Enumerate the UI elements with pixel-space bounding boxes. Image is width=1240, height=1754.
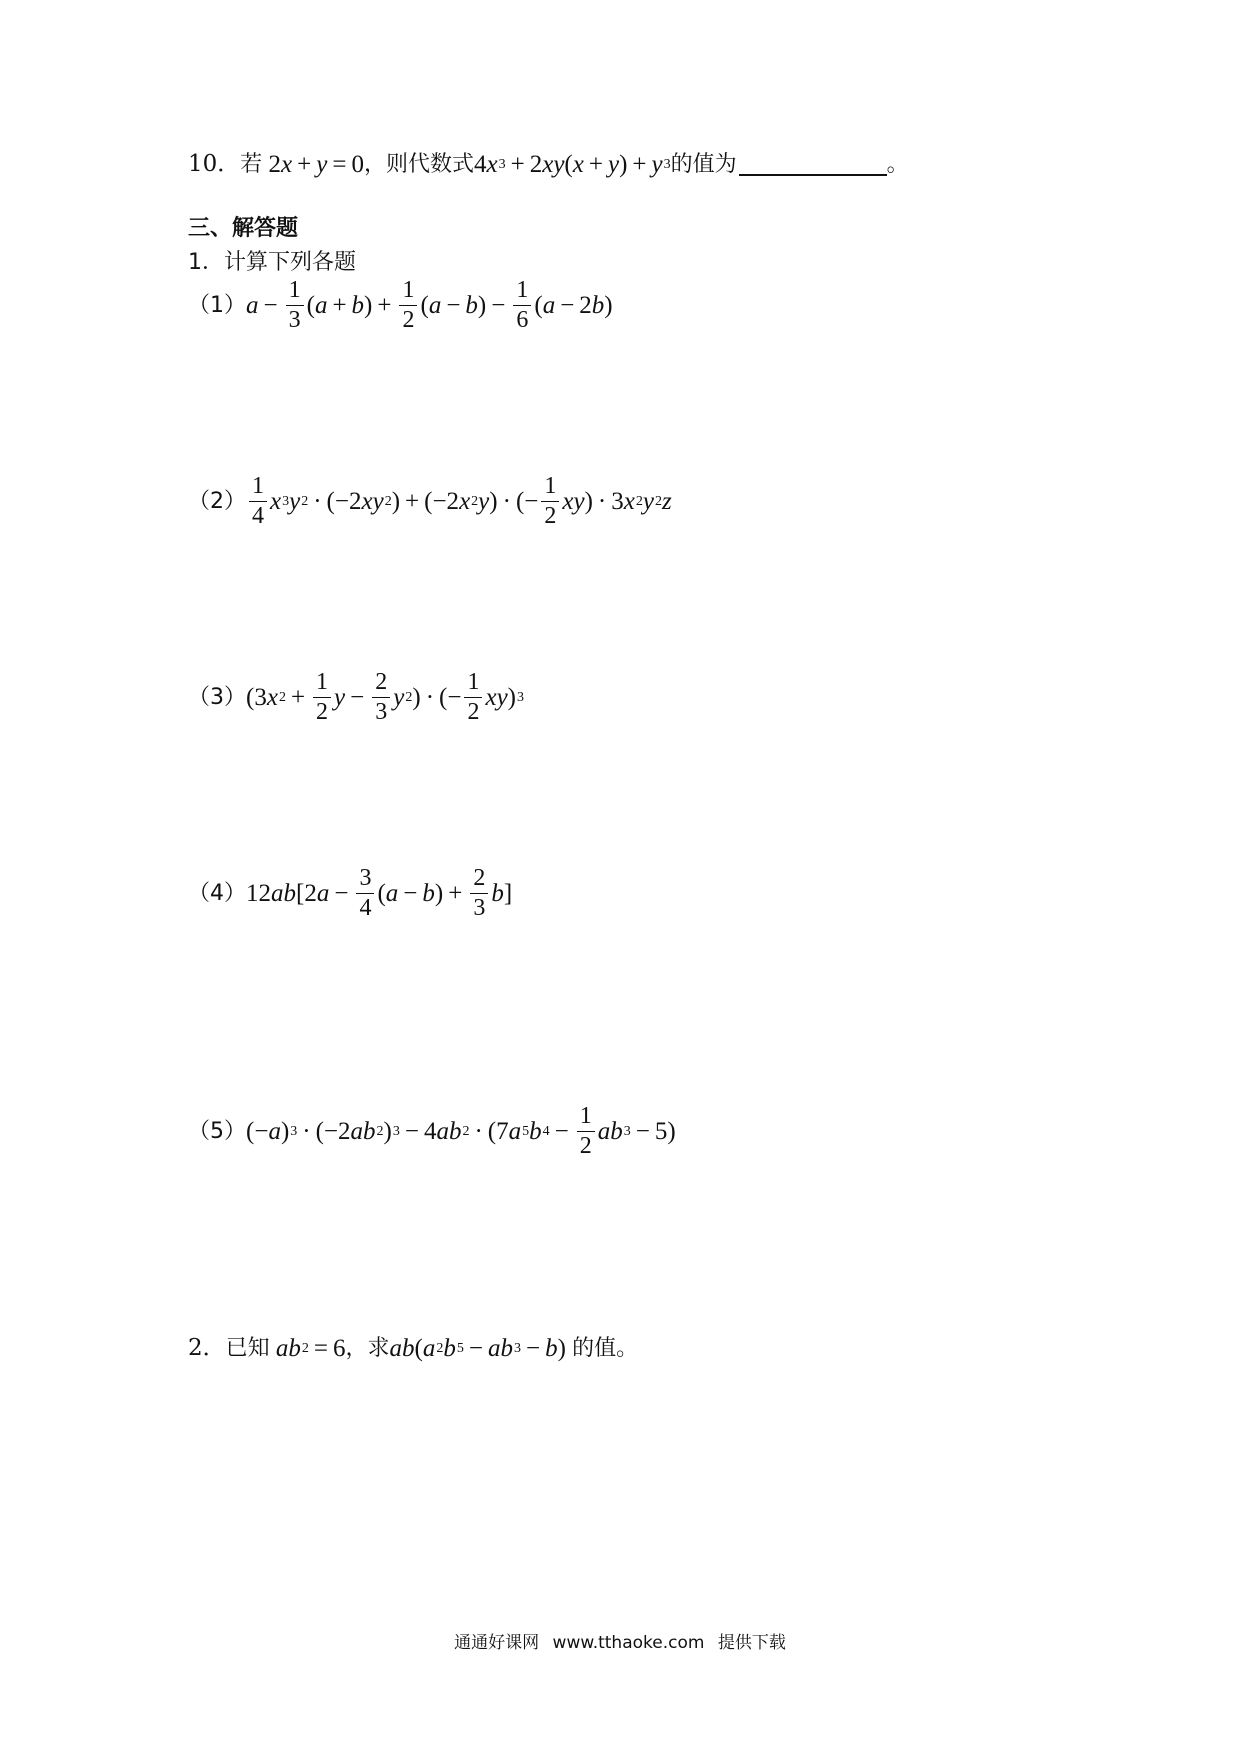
footer-url[interactable]: www.tthaoke.com bbox=[552, 1633, 705, 1653]
problem-expression: (− a ) 3 · (−2 ab 2 ) 3 − 4 ab 2 · (7 a 5 b 4 − $\frac{1}{2}$ ab 3 − 5) bbox=[246, 1103, 676, 1160]
footer-note: 提供下载 bbox=[717, 1633, 786, 1653]
question-heading-text: 1．计算下列各题 bbox=[188, 250, 356, 275]
problem-expression: a − $\frac{1}{3}$ ( a + b ) + $\frac{1}{2}$ ( a − b ) − $\frac{1}{6}$ ( a − 2 b ) bbox=[246, 277, 613, 334]
problem-expression: $\frac{1}{4}$ x 3 y 2 · (−2 xy 2 ) + (−2 x 2 y ) · (− $\frac{1}{2}$ xy ) · 3 x 2 y 2 z bbox=[246, 474, 672, 529]
problem-expression: (3 x 2 + $\frac{1}{2}$ y − $\frac{2}{3}$ y 2 ) · (− $\frac{1}{2}$ xy ) 3 bbox=[246, 669, 524, 726]
question-text: ，求 bbox=[345, 1335, 390, 1361]
problem-label: （5） bbox=[188, 1118, 246, 1144]
page-footer bbox=[0, 1628, 1240, 1653]
question-text: 已知 bbox=[225, 1335, 270, 1361]
problem-expression: 12 ab [2 a − $\frac{3}{4}$ ( a − b ) + $\frac{2}{3}$ b ] bbox=[246, 865, 513, 922]
answer-blank[interactable] bbox=[739, 154, 887, 176]
question-text: 的值为 bbox=[670, 151, 737, 177]
algebraic-expression: ab ( a 2 b 5 − ab 3 − b ) bbox=[389, 1335, 573, 1362]
condition-equation: 2 x + y = 0 bbox=[262, 151, 364, 178]
question-text: ，则代数式 bbox=[363, 151, 474, 177]
section-heading: 三、解答题 bbox=[188, 216, 299, 241]
problem-1-1 bbox=[188, 278, 613, 333]
question-text: 。 bbox=[886, 151, 909, 177]
problem-label: （3） bbox=[188, 684, 246, 710]
problem-label: （4） bbox=[188, 880, 246, 906]
question-number: 10． bbox=[188, 151, 241, 177]
problem-label: （2） bbox=[188, 488, 246, 514]
problem-label: （1） bbox=[188, 292, 246, 318]
algebraic-expression: 4 x 3 + 2 xy ( x + y ) + y 3 bbox=[474, 151, 671, 178]
question-2 bbox=[188, 1336, 638, 1361]
problem-1-4 bbox=[188, 866, 512, 921]
question-1-heading bbox=[188, 252, 356, 274]
problem-1-3 bbox=[188, 670, 524, 725]
question-10 bbox=[188, 152, 909, 177]
problem-1-5 bbox=[188, 1104, 676, 1159]
problem-1-2 bbox=[188, 474, 672, 529]
question-text: 若 bbox=[240, 151, 263, 177]
question-number: 2． bbox=[188, 1335, 226, 1361]
condition-equation: ab 2 = 6 bbox=[275, 1335, 346, 1362]
question-text: 的值。 bbox=[572, 1335, 639, 1361]
footer-site-name: 通通好课网 bbox=[454, 1633, 540, 1653]
